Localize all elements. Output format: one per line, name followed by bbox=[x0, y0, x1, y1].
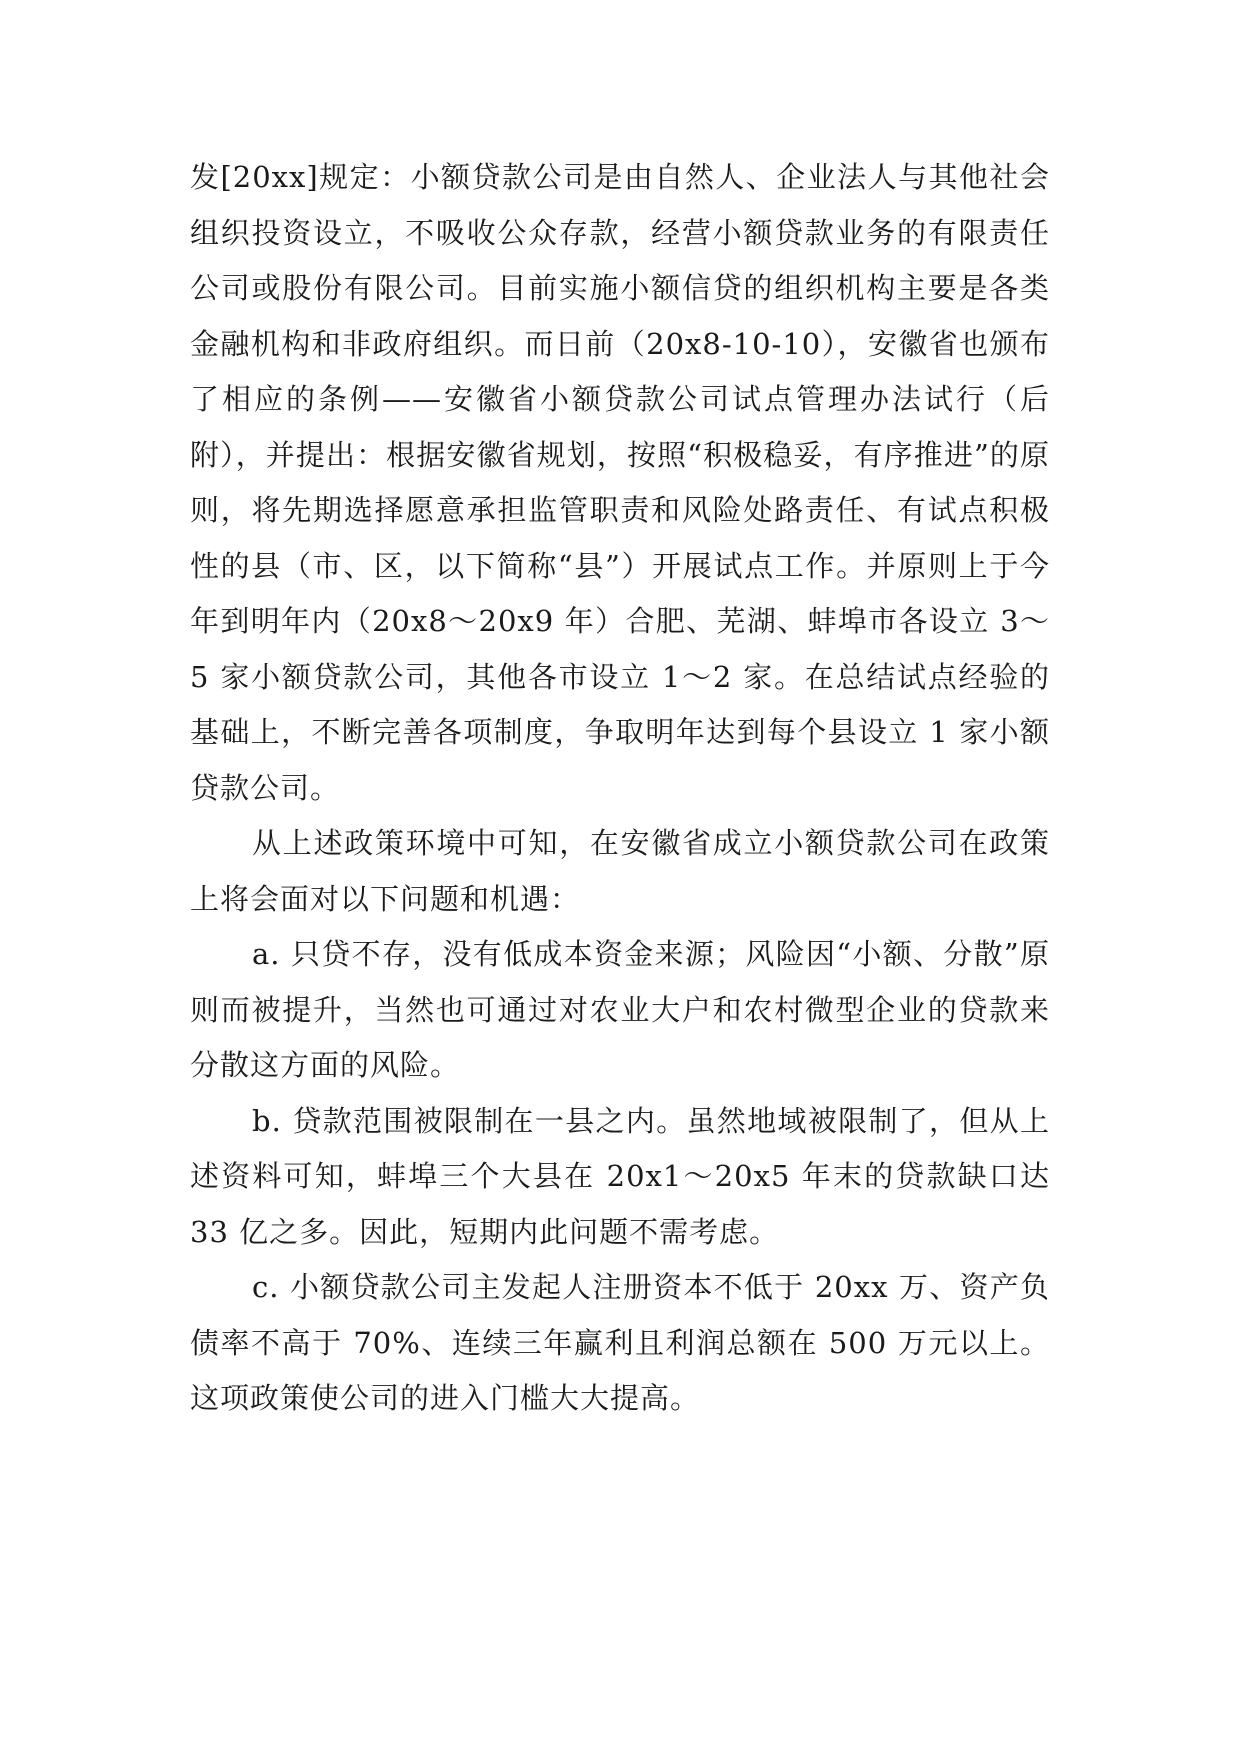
paragraph-regulation: 发[20xx]规定：小额贷款公司是由自然人、企业法人与其他社会组织投资设立，不吸收公众存款，经营小额贷款业务的有限责任公司或股份有限公司。目前实施小额信贷的组织机构主要是各类金融机构和非政府组织。而日前（20x8-10-10），安徽省也颁布了相应的条例——安徽省小额贷款公司试点管理办法试行（后附），并提出：根据安徽省规划，按照“积极稳妥，有序推进”的原则，将先期选择愿意承担监管职责和风险处路责任、有试点积极性的县（市、区，以下简称“县”）开展试点工作。并原则上于今年到明年内（20x8～20x9 年）合肥、芜湖、蚌埠市各设立 3～5 家小额贷款公司，其他各市设立 1～2 家。在总结试点经验的基础上，不断完善各项制度，争取明年达到每个县设立 1 家小额贷款公司。 bbox=[190, 160, 1050, 805]
document-body bbox=[190, 150, 1050, 1427]
paragraph-item-b: b. 贷款范围被限制在一县之内。虽然地域被限制了，但从上述资料可知，蚌埠三个大县在 20x1～20x5 年末的贷款缺口达 33 亿之多。因此，短期内此问题不需考虑。 bbox=[190, 1103, 1050, 1249]
paragraph-item-c: c. 小额贷款公司主发起人注册资本不低于 20xx 万、资产负债率不高于 70%、连续三年赢利且利润总额在 500 万元以上。这项政策使公司的进入门槛大大提高。 bbox=[190, 1270, 1050, 1415]
paragraph-policy-summary: 从上述政策环境中可知，在安徽省成立小额贷款公司在政策上将会面对以下问题和机遇： bbox=[190, 826, 1050, 916]
paragraph-item-a: a. 只贷不存，没有低成本资金来源；风险因“小额、分散”原则而被提升，当然也可通过对农业大户和农村微型企业的贷款来分散这方面的风险。 bbox=[190, 937, 1050, 1082]
